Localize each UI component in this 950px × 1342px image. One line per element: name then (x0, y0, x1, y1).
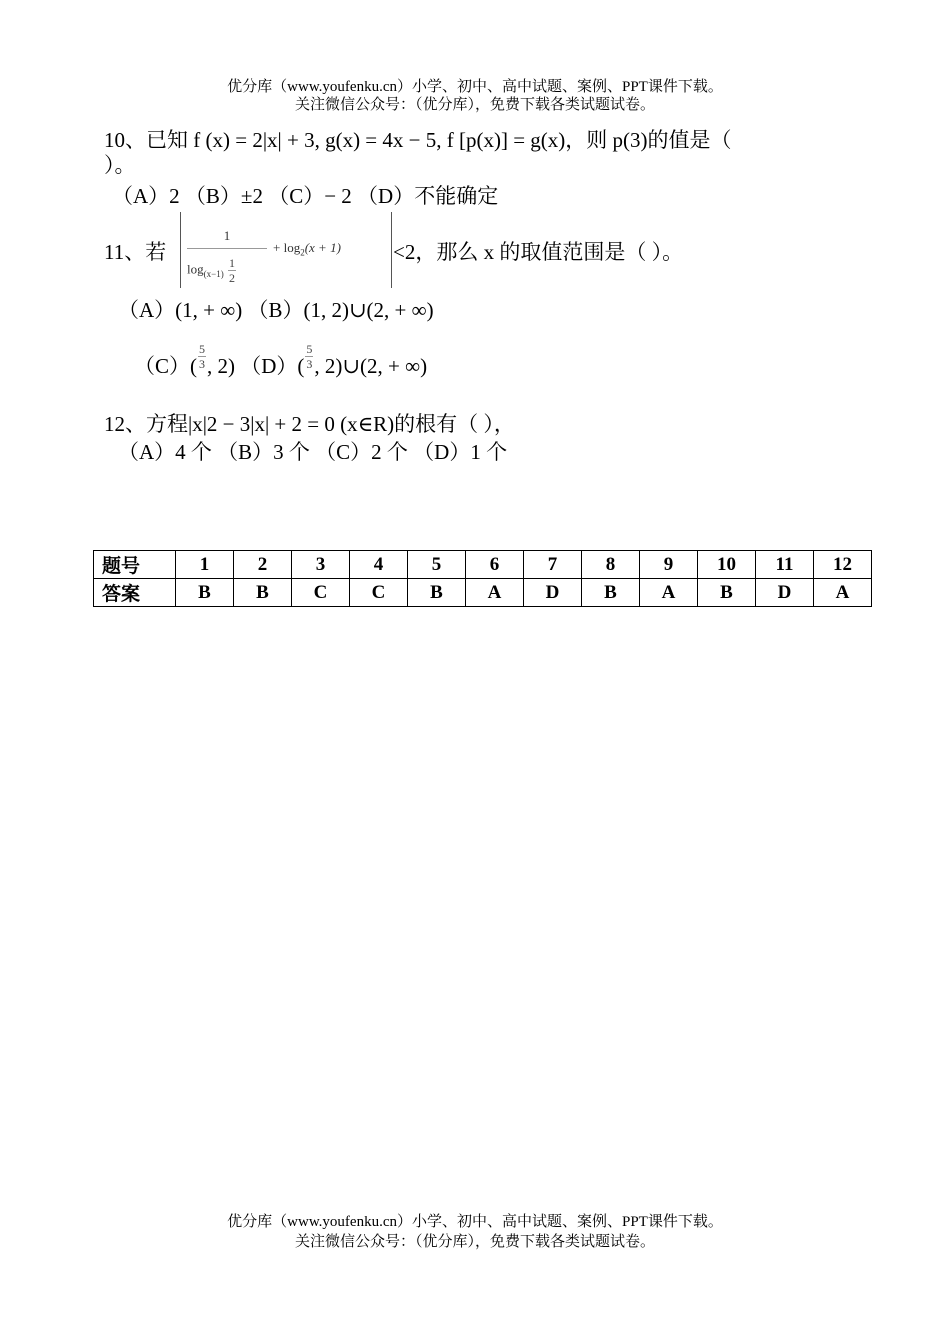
five-thirds-fraction-d: $\frac{5}{3}$ (306, 341, 313, 371)
table-cell: D (524, 579, 582, 607)
table-cell: 8 (582, 551, 640, 579)
question-12-text: 12、方程|x|2 − 3|x| + 2 = 0 (x∈R)的根有（ ）， (104, 412, 515, 436)
table-cell: 7 (524, 551, 582, 579)
table-cell: C (350, 579, 408, 607)
table-cell: 3 (292, 551, 350, 579)
table-cell: 6 (466, 551, 524, 579)
option-c-prefix: （C）( (134, 354, 197, 378)
table-cell: 2 (234, 551, 292, 579)
question-10-text-cont: ）。 (104, 153, 136, 177)
table-cell: 9 (640, 551, 698, 579)
header-line-1: 优分库（www.youfenku.cn）小学、初中、高中试题、案例、PPT课件下载。 (227, 79, 723, 95)
question-11-prefix: 11、若 (104, 240, 167, 264)
fraction-denominator (187, 256, 237, 285)
footer-line-2: 关注微信公众号：（优分库），免费下载各类试题试卷。 (294, 1234, 655, 1250)
row-label-answers: 答案 (94, 579, 176, 607)
fraction-numerator: 1 (223, 228, 231, 243)
table-cell: B (408, 579, 466, 607)
table-cell: B (582, 579, 640, 607)
option-d-suffix: , 2)∪(2, + ∞) (314, 354, 428, 378)
question-10-text: 10、已知 f (x) = 2|x| + 3, g(x) = 4x − 5, f [p(x)] = g(x)，则 p(3)的值是（ (104, 128, 732, 152)
one-half-fraction: $\frac{1}{2}$ (228, 256, 235, 285)
table-cell: A (466, 579, 524, 607)
option-d-prefix: （D）( (240, 354, 305, 378)
log-subscript: (x−1) (203, 269, 224, 280)
answer-table (93, 550, 872, 607)
table-cell: 11 (756, 551, 814, 579)
log-label: log (187, 261, 204, 277)
question-11-options-ab: （A）(1, + ∞) （B）(1, 2)∪(2, + ∞) (118, 298, 434, 322)
table-cell: B (176, 579, 234, 607)
question-11-options-cd (134, 341, 428, 383)
table-cell: B (698, 579, 756, 607)
question-10-options: （A）2 （B）±2 （C）− 2 （D）不能确定 (112, 184, 499, 208)
header-line-2: 关注微信公众号：（优分库），免费下载各类试题试卷。 (294, 97, 655, 113)
fraction-bar (187, 248, 267, 249)
table-row-answers (94, 579, 872, 607)
table-cell: C (292, 579, 350, 607)
table-row-numbers (94, 551, 872, 579)
table-cell: 4 (350, 551, 408, 579)
table-cell: 10 (698, 551, 756, 579)
question-11-abs-expression (180, 212, 392, 288)
table-cell: 12 (814, 551, 872, 579)
five-thirds-fraction-c: $\frac{5}{3}$ (199, 341, 205, 371)
row-label-numbers: 题号 (94, 551, 176, 579)
table-cell: 5 (408, 551, 466, 579)
option-c-suffix: , 2) (207, 354, 241, 378)
table-cell: D (756, 579, 814, 607)
table-cell: 1 (176, 551, 234, 579)
table-cell: A (640, 579, 698, 607)
table-cell: B (234, 579, 292, 607)
question-12-options: （A）4 个 （B）3 个 （C）2 个 （D）1 个 (118, 440, 508, 464)
table-cell: A (814, 579, 872, 607)
question-11-suffix: <2，那么 x 的取值范围是（ ）。 (393, 240, 684, 264)
plus-log-term: + $\log_2(x + 1)$ (273, 240, 341, 258)
footer-line-1: 优分库（www.youfenku.cn）小学、初中、高中试题、案例、PPT课件下载。 (227, 1214, 723, 1230)
